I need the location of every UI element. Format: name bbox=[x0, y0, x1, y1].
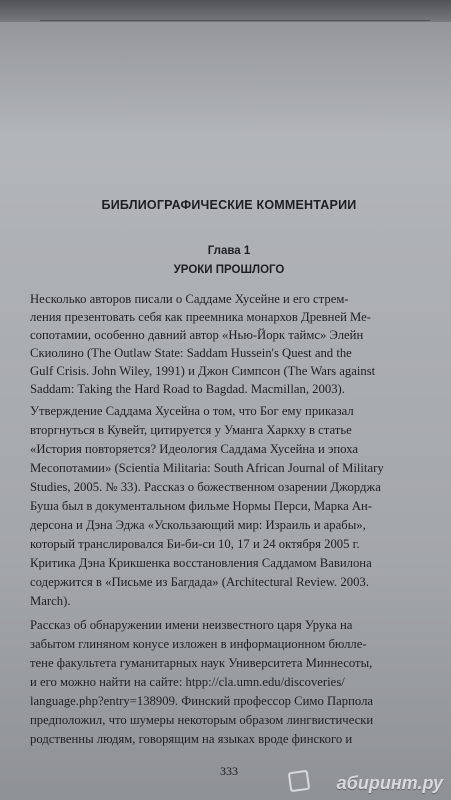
page-shadow bbox=[0, 0, 451, 140]
text-line: вторгнуться в Кувейт, цитируется у Уманга Харкху в статье bbox=[30, 423, 352, 437]
text-line: который транслировался Би-би-си 10, 17 и 24 октября 2005 г. bbox=[30, 537, 360, 551]
text-line: Скиолино (The Outlaw State: Saddam Hussein's Quest and the bbox=[30, 346, 352, 360]
text-line: предположил, что шумеры некоторым образом лингвистически bbox=[30, 713, 374, 727]
page-number: 333 bbox=[220, 764, 238, 778]
text-line: забытом глиняном конусе изложен в информационном бюлле- bbox=[30, 637, 367, 651]
chapter-title: УРОКИ ПРОШЛОГО bbox=[173, 264, 285, 276]
text-line: Рассказ об обнаружении имени неизвестного царя Урука на bbox=[30, 618, 353, 632]
text-line: Несколько авторов писали о Саддаме Хусейне и его стрем- bbox=[30, 292, 349, 306]
text-line: Saddam: Taking the Hard Road to Bagdad. Macmillan, 2003). bbox=[30, 382, 345, 396]
text-line: Gulf Crisis. John Wiley, 1991) и Джон Симпсон (The Wars against bbox=[30, 364, 376, 378]
text-line: Критика Дэна Крикшенка восстановления Саддамом Вавилона bbox=[30, 556, 372, 570]
text-line: содержится в «Письме из Багдада» (Architectural Review. 2003. bbox=[30, 575, 369, 589]
text-line: дерсона и Дэна Эджа «Ускользающий мир: Израиль и арабы», bbox=[30, 518, 366, 532]
text-line: сопотамии, особенно давний автор «Нью-Йорк таймс» Элейн bbox=[30, 328, 364, 342]
text-line: и его можно найти на сайте: htpp://cla.umn.edu/discoveries/ bbox=[30, 675, 345, 689]
text-line: Буша был в документальном фильме Нормы Перси, Марка Ан- bbox=[30, 499, 373, 513]
chapter-label: Глава 1 bbox=[207, 245, 251, 257]
text-line: тене факультета гуманитарных наук Университета Миннесоты, bbox=[30, 656, 373, 670]
text-line: Утверждение Саддама Хусейна о том, что Бог ему приказал bbox=[30, 404, 354, 418]
text-line: «История повторяется? Идеология Саддама Хусейна и эпоха bbox=[30, 442, 359, 456]
text-line: language.php?entry=138909. Финский профессор Симо Парпола bbox=[30, 694, 374, 708]
text-line: ления презентовать себя как преемника монархов Древней Ме- bbox=[30, 310, 372, 324]
text-line: Месопотамии» (Scientia Militaria: South African Journal of Military bbox=[30, 461, 384, 475]
section-heading: БИБЛИОГРАФИЧЕСКИЕ КОММЕНТАРИИ bbox=[101, 198, 357, 212]
watermark: абиринт.ру bbox=[336, 773, 443, 793]
text-line: родственны людям, говорящим на языках вроде финского и bbox=[30, 732, 353, 746]
labirint-logo-icon bbox=[288, 770, 311, 793]
text-line: Studies, 2005. № 33). Рассказ о божественном озарении Джорджа bbox=[30, 480, 381, 494]
text-line: March). bbox=[30, 594, 71, 608]
